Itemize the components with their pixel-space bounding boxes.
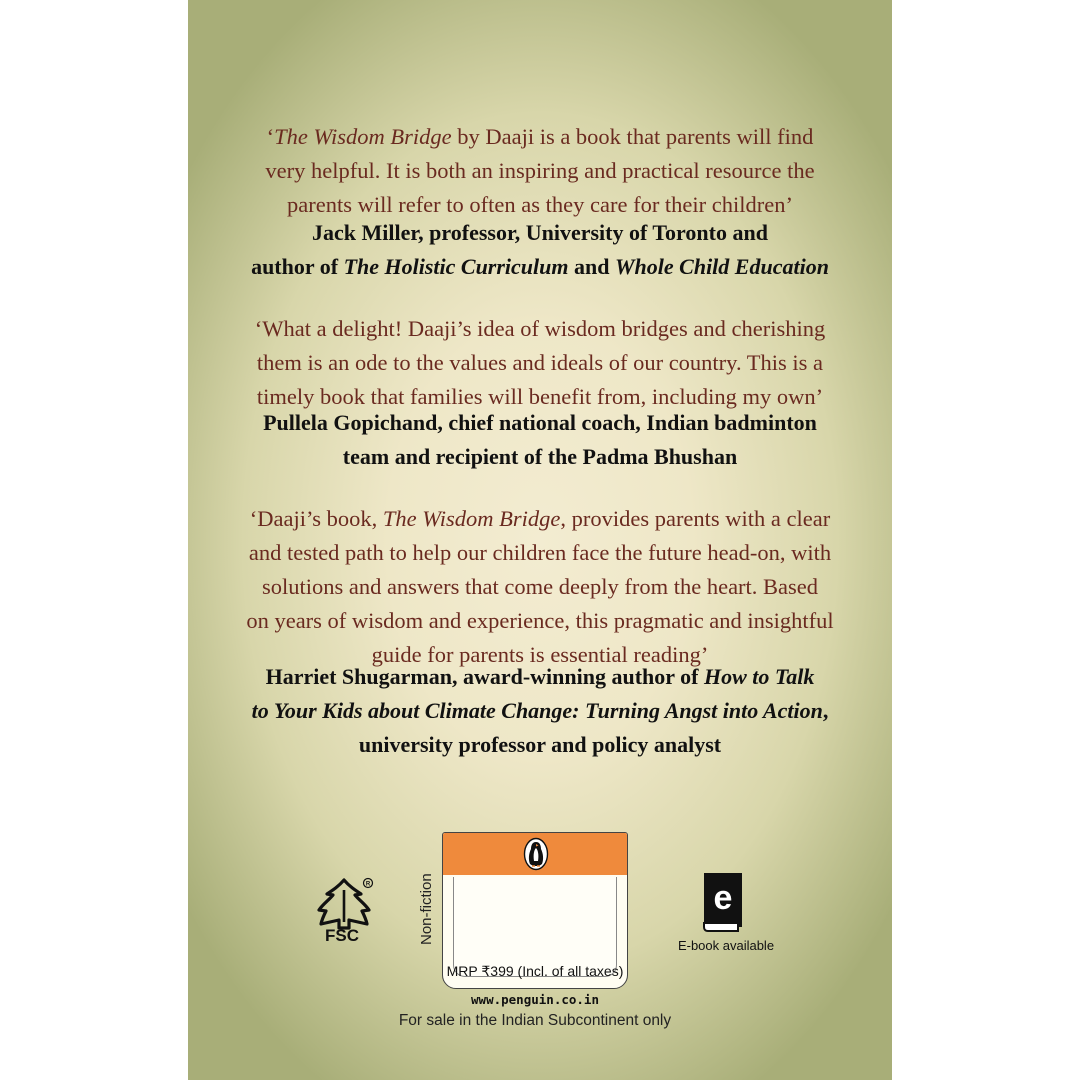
attribution-line: university professor and policy analyst (358, 732, 722, 757)
blurb-1-attribution (188, 216, 892, 284)
blurb-2-quote (188, 312, 892, 414)
quote-line: parents will refer to often as they care for their children’ (286, 192, 794, 217)
attribution-line: Jack Miller, professor, University of Toronto and (312, 220, 768, 245)
penguin-logo-icon (523, 837, 549, 871)
blurb-2-attribution (188, 406, 892, 474)
blurb-3-attribution (188, 660, 892, 762)
attribution-line: author of The Holistic Curriculum and Whole Child Education (251, 254, 829, 279)
blurb-3-quote (188, 502, 892, 672)
category-label: Non-fiction (418, 873, 435, 945)
quote-line: solutions and answers that come deeply from the heart. Based (261, 574, 819, 599)
price-label: MRP ₹399 (Incl. of all taxes) (446, 963, 624, 979)
quote-line: timely book that families will benefit from, including my own’ (256, 384, 824, 409)
attribution-line: Pullela Gopichand, chief national coach, Indian badminton (263, 410, 817, 435)
quote-line: very helpful. It is both an inspiring and practical resource the (265, 158, 815, 183)
sale-region-note: For sale in the Indian Subcontinent only (398, 1012, 672, 1029)
attribution-line: to Your Kids about Climate Change: Turning Angst into Action, (251, 698, 829, 723)
svg-text:R: R (365, 881, 371, 888)
ebook-letter: e (713, 879, 733, 917)
quote-line: them is an ode to the values and ideals of our country. This is a (256, 350, 824, 375)
attribution-line: team and recipient of the Padma Bhushan (342, 444, 738, 469)
quote-line: ‘What a delight! Daaji’s idea of wisdom bridges and cherishing (254, 316, 826, 341)
website-link[interactable]: www.penguin.co.in (471, 992, 599, 1007)
fsc-label: FSC (325, 926, 359, 945)
blurb-1-quote (188, 120, 892, 222)
quote-line: ‘Daaji’s book, The Wisdom Bridge, provides parents with a clear (249, 506, 831, 531)
price-box-blank (453, 877, 617, 977)
quote-line: on years of wisdom and experience, this pragmatic and insightful (246, 608, 834, 633)
ebook-label: E-book available (677, 938, 775, 953)
book-back-cover (188, 0, 892, 1080)
price-box (442, 832, 628, 989)
ebook-icon (700, 871, 746, 933)
quote-line: guide for parents is essential reading’ (371, 642, 709, 667)
quote-line: and tested path to help our children face the future head-on, with (248, 540, 832, 565)
quote-line: ‘The Wisdom Bridge by Daaji is a book that parents will find (266, 124, 814, 149)
attribution-line: Harriet Shugarman, award-winning author of How to Talk (265, 664, 815, 689)
